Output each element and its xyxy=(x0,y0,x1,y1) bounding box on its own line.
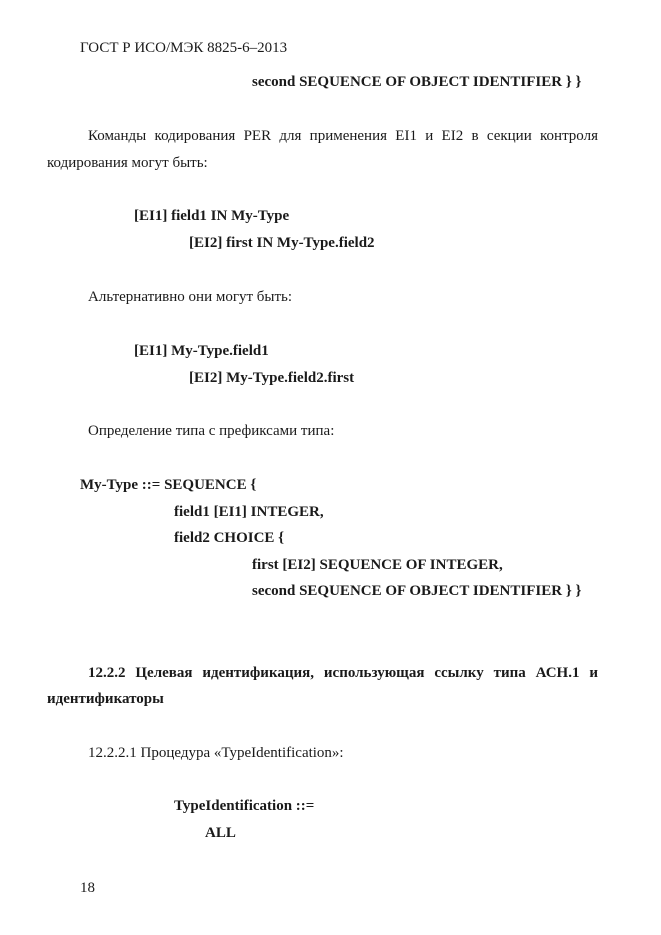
paragraph-line: Альтернативно они могут быть: xyxy=(88,289,293,305)
code-line: [EI2] My-Type.field2.first xyxy=(189,370,355,386)
paragraph-line: Определение типа с префиксами типа: xyxy=(88,423,335,439)
code-line: second SEQUENCE OF OBJECT IDENTIFIER } } xyxy=(252,74,582,90)
section-heading-line: 12.2.2 Целевая идентификация, использующая ссылку типа АСН.1 и xyxy=(88,665,598,681)
code-line: field1 [EI1] INTEGER, xyxy=(174,504,324,520)
code-line: [EI1] field1 IN My-Type xyxy=(134,208,290,224)
code-line: TypeIdentification ::= xyxy=(174,798,315,814)
code-line: second SEQUENCE OF OBJECT IDENTIFIER } } xyxy=(252,583,582,599)
page-number: 18 xyxy=(80,880,95,896)
code-line: My-Type ::= SEQUENCE { xyxy=(80,477,257,493)
code-line: first [EI2] SEQUENCE OF INTEGER, xyxy=(252,557,503,573)
code-line: field2 CHOICE { xyxy=(174,530,285,546)
section-heading-line: идентификаторы xyxy=(47,691,164,707)
subsection-heading: 12.2.2.1 Процедура «TypeIdentification»: xyxy=(88,745,344,761)
code-line: ALL xyxy=(205,825,236,841)
code-line: [EI2] first IN My-Type.field2 xyxy=(189,235,375,251)
standard-header: ГОСТ Р ИСО/МЭК 8825-6–2013 xyxy=(80,40,288,56)
code-line: [EI1] My-Type.field1 xyxy=(134,343,269,359)
paragraph-line: кодирования могут быть: xyxy=(47,155,208,171)
paragraph-line: Команды кодирования PER для применения EI1 и EI2 в секции контроля xyxy=(88,128,598,144)
